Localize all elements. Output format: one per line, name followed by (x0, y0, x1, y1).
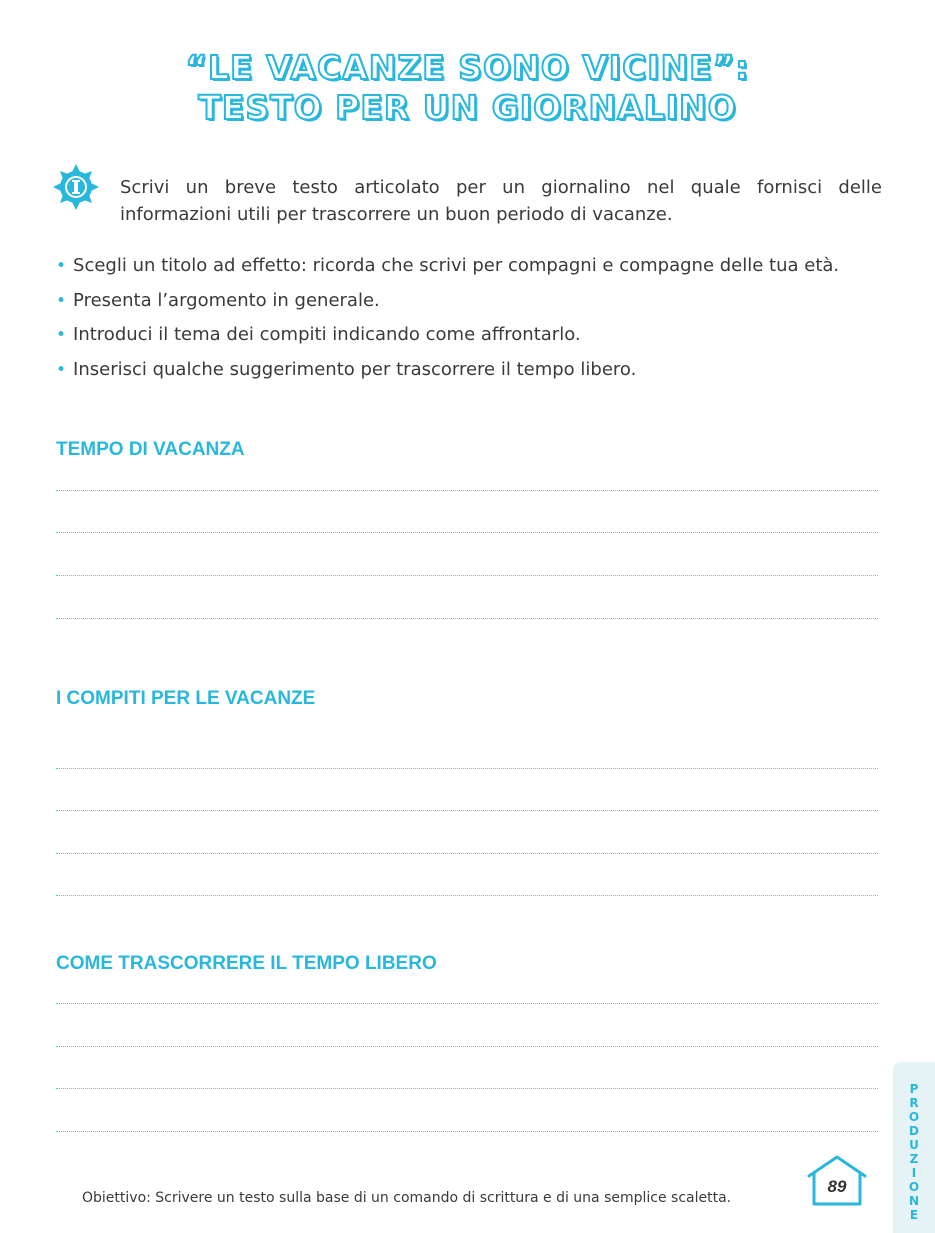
objective-note: Obiettivo: Scrivere un testo sulla base di un comando di scrittura e di una semplice scaletta. (82, 1190, 732, 1206)
side-tab-letter: O (908, 1180, 920, 1194)
side-tab-letter: R (909, 1096, 919, 1110)
list-item (56, 318, 839, 353)
writing-line[interactable] (56, 1003, 878, 1004)
side-tab-letter: D (909, 1124, 919, 1138)
side-tab-letter: Z (909, 1152, 919, 1166)
writing-line[interactable] (56, 810, 878, 811)
writing-line[interactable] (56, 1046, 878, 1047)
section-heading-tempo-di-vacanza: TEMPO DI VACANZA (56, 439, 245, 460)
writing-line[interactable] (56, 768, 878, 769)
writing-line[interactable] (56, 1131, 878, 1132)
page-number: 89 (827, 1177, 847, 1196)
bullet-dot: • (56, 290, 67, 311)
section-heading-tempo-libero: COME TRASCORRERE IL TEMPO LIBERO (56, 953, 437, 974)
page-title-line-1: “LE VACANZE SONO VICINE”: (185, 48, 750, 87)
list-item-text: Inserisci qualche suggerimento per trascorrere il tempo libero. (73, 358, 637, 380)
writing-line[interactable] (56, 853, 878, 854)
side-tab-letter: P (909, 1082, 919, 1096)
list-item-text: Introduci il tema dei compiti indicando come affrontarlo. (73, 324, 581, 345)
info-sun-icon (52, 163, 100, 211)
writing-line[interactable] (56, 1088, 878, 1089)
side-tab-letter: N (908, 1194, 920, 1208)
side-tab-letter: I (911, 1166, 917, 1180)
bullet-dot: • (56, 325, 67, 345)
list-item (56, 353, 839, 388)
section-heading-compiti: I COMPITI PER LE VACANZE (56, 688, 316, 709)
writing-line[interactable] (56, 575, 878, 576)
list-item-text: Presenta l’argomento in generale. (73, 289, 380, 311)
writing-line[interactable] (56, 895, 878, 896)
side-tab-produzione (893, 1062, 935, 1233)
bullet-dot: • (56, 256, 67, 276)
list-item (56, 284, 839, 319)
side-tab-letter: E (909, 1208, 919, 1222)
writing-line[interactable] (56, 490, 878, 491)
instruction-text: Scrivi un breve testo articolato per un giornalino nel quale fornisci delle informazioni utili per trascorrere un buon periodo di vacanze. (120, 177, 882, 225)
writing-line[interactable] (56, 618, 878, 619)
list-item (56, 249, 839, 284)
bullet-dot: • (56, 359, 67, 380)
side-tab-letter: U (909, 1138, 919, 1152)
side-tab-letter: O (908, 1110, 920, 1124)
writing-line[interactable] (56, 532, 878, 533)
page-title-line-2: TESTO PER UN GIORNALINO (198, 88, 737, 127)
list-item-text: Scegli un titolo ad effetto: ricorda che scrivi per compagni e compagne delle tua età. (73, 255, 840, 276)
checklist (56, 249, 839, 387)
